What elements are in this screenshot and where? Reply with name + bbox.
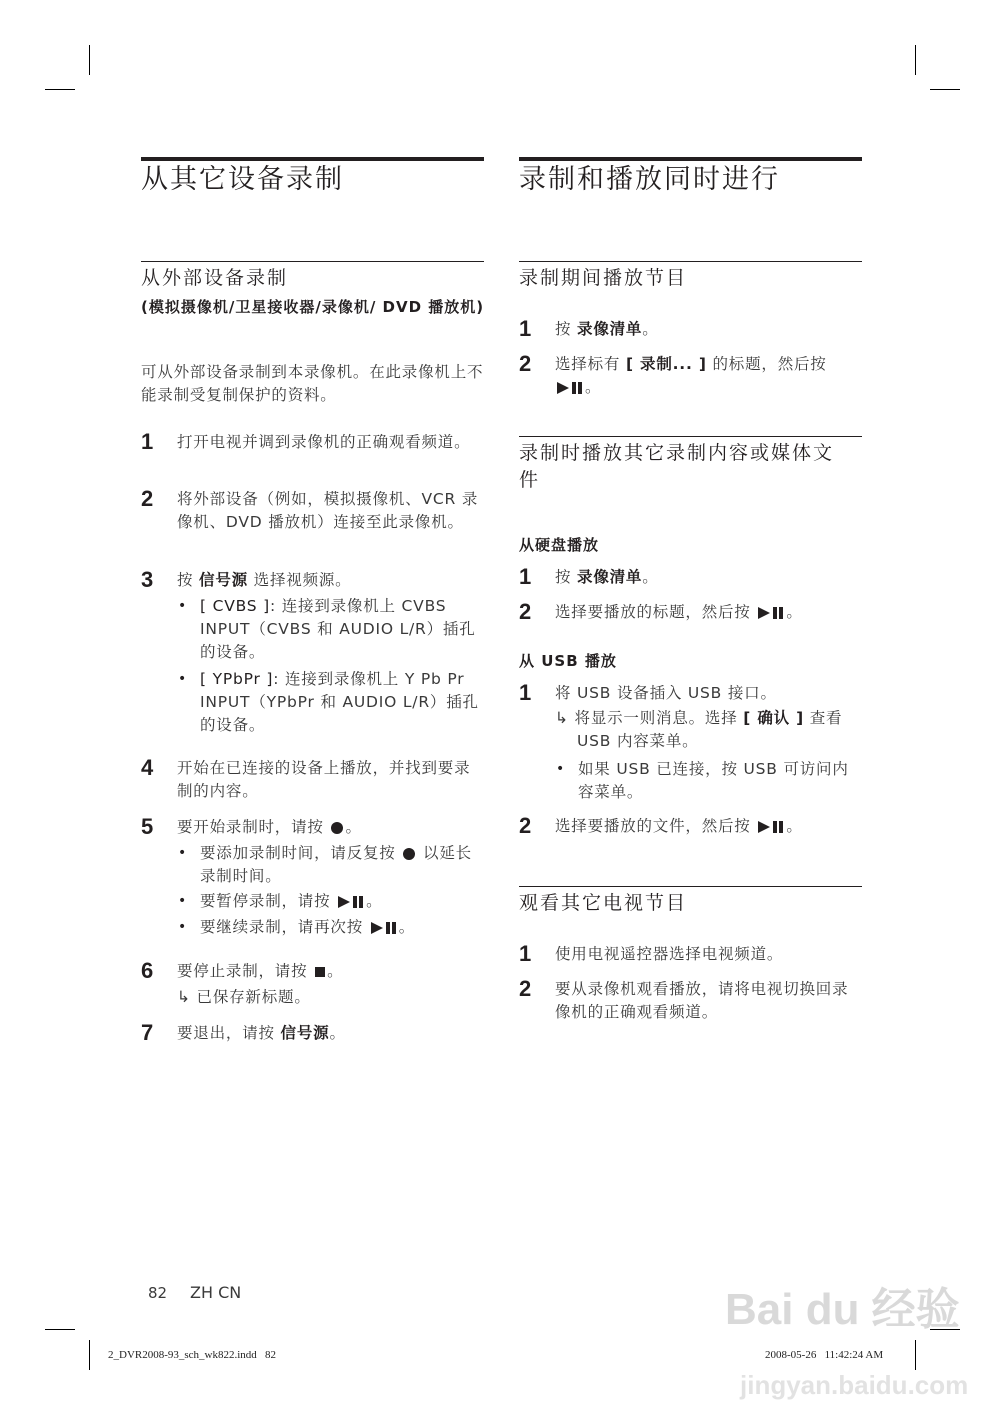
step-text xyxy=(555,566,860,589)
section-rule xyxy=(141,261,484,262)
step-text xyxy=(177,816,482,839)
section-subtitle: (模拟摄像机/卫星接收器/录像机/ DVD 播放机) xyxy=(141,298,485,316)
text: 。 xyxy=(327,962,344,980)
text: 要继续录制，请再次按 xyxy=(200,918,369,936)
step-text: 开始在已连接的设备上播放，并找到要录制的内容。 xyxy=(177,759,471,800)
crop-mark xyxy=(89,45,90,75)
print-date: 2008-05-26 11:42:24 AM xyxy=(765,1349,884,1361)
option-name: [ YPbPr ] xyxy=(200,670,274,688)
step-text: 将外部设备（例如，模拟摄像机、VCR 录像机、DVD 播放机）连接至此录像机。 xyxy=(177,490,479,531)
step-number: 3 xyxy=(141,567,154,592)
bullet-text xyxy=(200,842,484,888)
crop-mark xyxy=(45,1329,75,1330)
crop-mark xyxy=(930,89,960,90)
step-number: 1 xyxy=(519,941,532,966)
step-number: 2 xyxy=(519,976,532,1001)
bullet-text xyxy=(200,890,484,913)
step-number: 6 xyxy=(141,958,154,983)
option-name: [ CVBS ] xyxy=(200,597,270,615)
result-arrow-icon: ↳ xyxy=(555,709,575,727)
text: 。 xyxy=(642,568,659,586)
subsection-heading: 从 USB 播放 xyxy=(519,652,617,670)
text: 选择标有 xyxy=(555,355,626,373)
step-number: 2 xyxy=(519,351,532,376)
text: 已保存新标题。 xyxy=(196,988,311,1006)
bullet-icon: • xyxy=(178,671,187,687)
result-text xyxy=(555,707,877,753)
bullet-icon: • xyxy=(178,845,187,861)
step-number: 1 xyxy=(519,680,532,705)
text: 选择要播放的标题，然后按 xyxy=(555,603,757,621)
step-number: 5 xyxy=(141,814,154,839)
bullet-text xyxy=(200,916,484,939)
step-text xyxy=(555,318,860,341)
text: 。 xyxy=(329,1024,346,1042)
play-pause-icon xyxy=(371,922,397,934)
file-name: 2_DVR2008-93_sch_wk822.indd 82 xyxy=(108,1349,277,1361)
crop-mark xyxy=(89,1340,90,1370)
bullet-icon: • xyxy=(178,919,187,935)
step-text: 要从录像机观看播放，请将电视切换回录像机的正确观看频道。 xyxy=(555,980,849,1021)
text: 要暂停录制，请按 xyxy=(200,892,337,910)
text: 要退出，请按 xyxy=(177,1024,281,1042)
step-number: 1 xyxy=(141,429,154,454)
step-text: 使用电视遥控器选择电视频道。 xyxy=(555,945,784,963)
text: 。 xyxy=(345,818,362,836)
step-text xyxy=(555,601,860,624)
step-text xyxy=(177,569,482,592)
watermark-logo: Bai du 经验 xyxy=(725,1285,960,1334)
step-number: 2 xyxy=(519,599,532,624)
step-text xyxy=(177,960,482,983)
bullet-text xyxy=(200,668,484,737)
page-title-left: 从其它设备录制 xyxy=(141,164,344,195)
text: 。 xyxy=(642,320,659,338)
button-name: 信号源 xyxy=(280,1024,330,1042)
button-name: 录像清单 xyxy=(577,320,643,338)
stop-icon xyxy=(315,967,325,977)
intro-paragraph: 可从外部设备录制到本录像机。在此录像机上不能录制受复制保护的资料。 xyxy=(141,363,484,404)
text: : 连接到录像机上 Y Pb Pr INPUT（YPbPr 和 AUDIO L/R）插孔的设备。 xyxy=(200,670,479,734)
text: 选择要播放的文件，然后按 xyxy=(555,817,757,835)
option-name: [ 确认 ] xyxy=(743,709,805,727)
section-rule xyxy=(519,261,862,262)
subsection-heading: 从硬盘播放 xyxy=(519,536,600,554)
title-rule xyxy=(519,157,862,161)
step-number: 2 xyxy=(519,813,532,838)
step-text xyxy=(555,353,860,399)
step-number: 7 xyxy=(141,1020,154,1045)
play-pause-icon xyxy=(557,382,583,394)
text: 以延长录制时间。 xyxy=(200,844,472,885)
text: 查看 USB 内容菜单。 xyxy=(577,709,843,750)
text: 。 xyxy=(366,892,383,910)
text: 按 xyxy=(177,571,200,589)
text: 。 xyxy=(585,378,602,396)
text: 选择视频源。 xyxy=(247,571,352,589)
result-arrow-icon: ↳ xyxy=(177,988,197,1006)
text: 。 xyxy=(398,918,416,936)
crop-mark xyxy=(915,45,916,75)
step-text: 将 USB 设备插入 USB 接口。 xyxy=(555,684,777,702)
text: : 连接到录像机上 CVBS INPUT（CVBS 和 AUDIO L/R）插孔的设备。 xyxy=(200,597,476,661)
result-text xyxy=(177,986,482,1009)
crop-mark xyxy=(915,1340,916,1370)
step-number: 1 xyxy=(519,564,532,589)
section-heading: 从外部设备录制 xyxy=(141,267,289,289)
page-title-right: 录制和播放同时进行 xyxy=(519,164,780,195)
step-number: 1 xyxy=(519,316,532,341)
step-text xyxy=(177,1022,482,1045)
step-text xyxy=(555,815,860,838)
text: 。 xyxy=(786,817,803,835)
text: 要停止录制，请按 xyxy=(177,962,314,980)
bullet-text xyxy=(200,595,484,664)
bullet-icon: • xyxy=(178,598,187,614)
play-pause-icon xyxy=(338,896,364,908)
text: 要开始录制时，请按 xyxy=(177,818,330,836)
section-heading: 录制时播放其它录制内容或媒体文件 xyxy=(519,442,835,491)
crop-mark xyxy=(45,89,75,90)
text: 将显示一则消息。选择 xyxy=(574,709,744,727)
bullet-text: 如果 USB 已连接，按 USB 可访问内容菜单。 xyxy=(578,760,849,801)
text: 按 xyxy=(555,568,578,586)
text: 要添加录制时间，请反复按 xyxy=(200,844,402,862)
section-rule xyxy=(519,886,862,887)
page-number: 82 xyxy=(148,1284,168,1302)
bullet-icon: • xyxy=(178,893,187,909)
section-rule xyxy=(519,436,862,437)
section-heading: 录制期间播放节目 xyxy=(519,267,688,289)
section-heading: 观看其它电视节目 xyxy=(519,892,688,914)
option-name: [ 录制... ] xyxy=(625,355,707,373)
play-pause-icon xyxy=(758,821,784,833)
title-rule xyxy=(141,157,484,161)
text: 的标题，然后按 xyxy=(706,355,827,373)
step-number: 4 xyxy=(141,755,154,780)
text: 按 xyxy=(555,320,578,338)
text: 。 xyxy=(786,603,803,621)
button-name: 信号源 xyxy=(199,571,248,589)
button-name: 录像清单 xyxy=(577,568,643,586)
bullet-icon: • xyxy=(556,761,565,777)
step-number: 2 xyxy=(141,486,154,511)
language-code: ZH CN xyxy=(190,1283,242,1302)
record-icon xyxy=(403,848,415,860)
watermark-url: jingyan.baidu.com xyxy=(740,1370,969,1400)
step-text: 打开电视并调到录像机的正确观看频道。 xyxy=(177,433,471,451)
play-pause-icon xyxy=(758,607,784,619)
record-icon xyxy=(331,822,343,834)
